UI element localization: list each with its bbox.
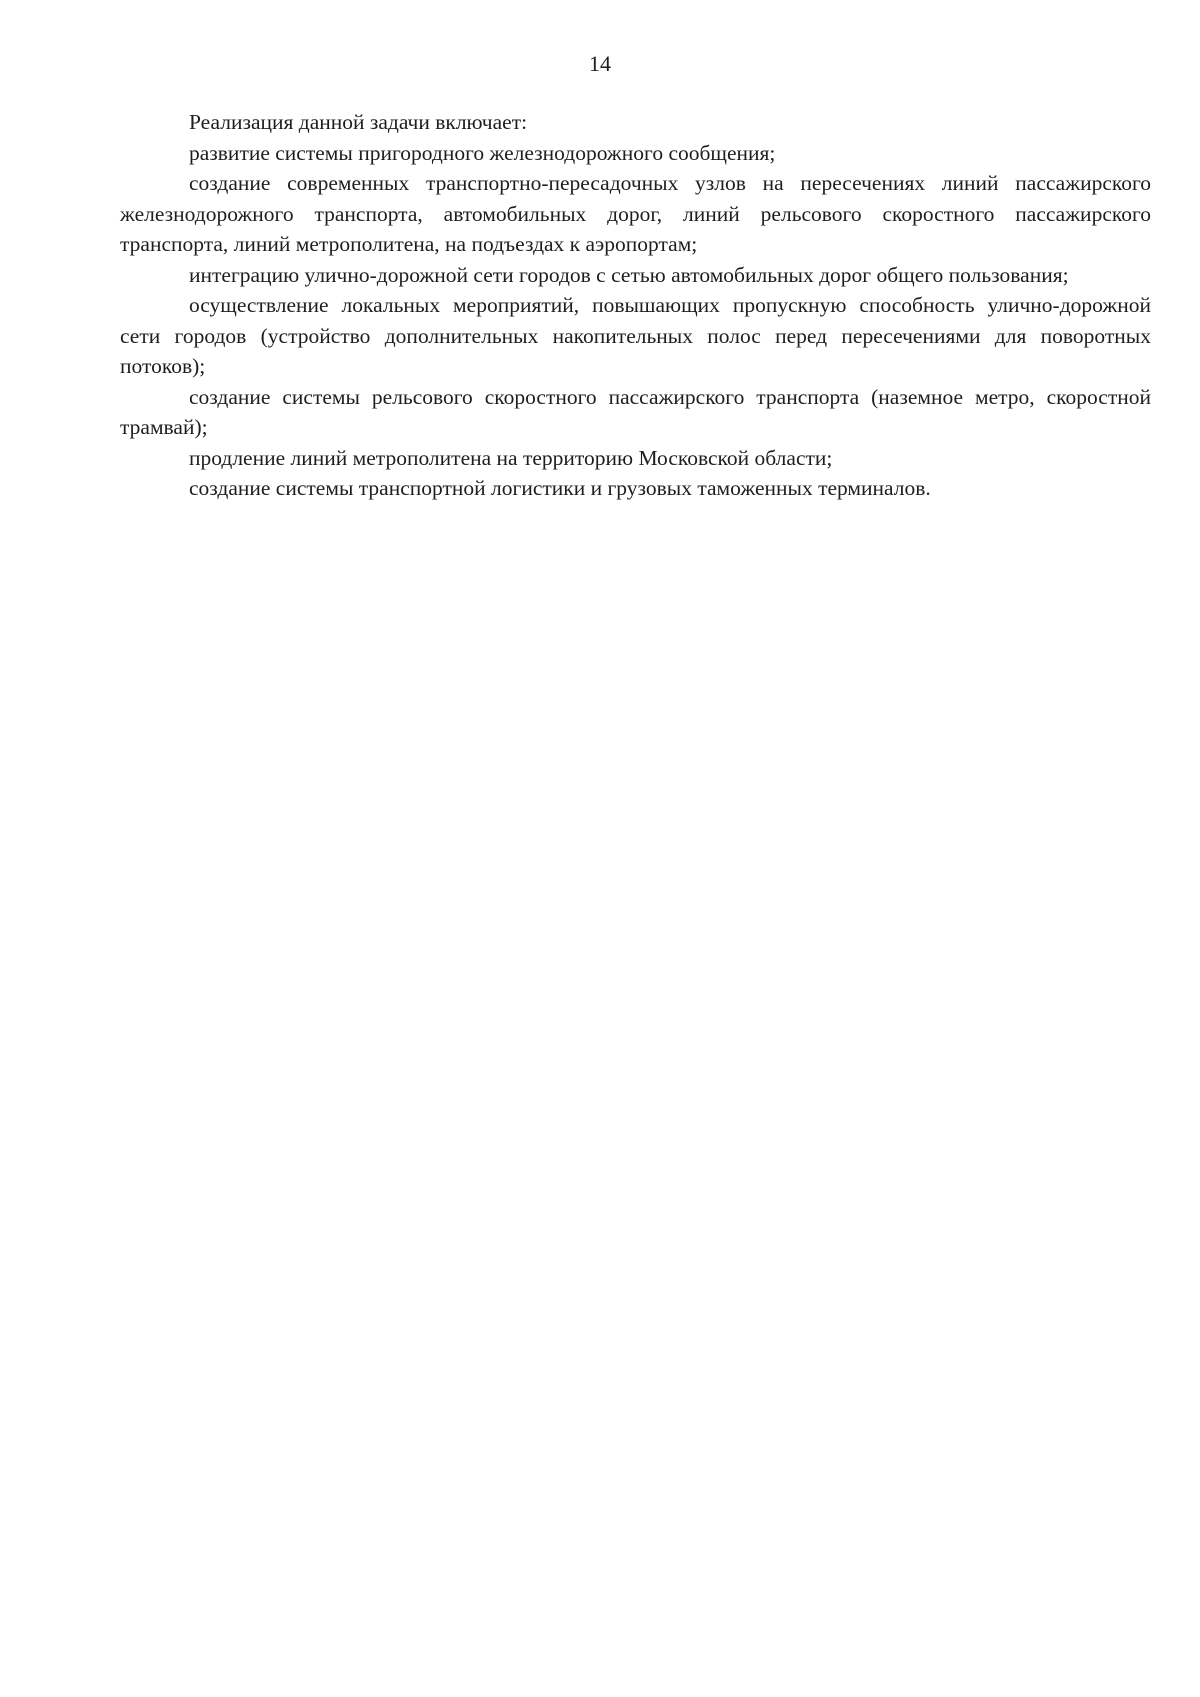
page-number: 14 [589, 51, 611, 76]
paragraph-local-measures: осуществление локальных мероприятий, повышающих пропускную способность улично-дорожной сети городов (устройство дополнительных накопительных полос перед пересечениями для поворотных потоков); [120, 293, 1151, 378]
paragraph-suburban-rail: развитие системы пригородного железнодорожного сообщения; [189, 140, 776, 165]
paragraph-intro: Реализация данной задачи включает: [189, 110, 528, 134]
paragraph-transfer-hubs: создание современных транспортно-пересадочных узлов на пересечениях линий пассажирского железнодорожного транспорта, автомобильных дорог, линий рельсового скоростного пассажирского транспорта, линий метрополитена, на подъездах к аэропортам; [120, 171, 1151, 256]
paragraph-logistics: создание системы транспортной логистики и грузовых таможенных терминалов. [189, 476, 931, 500]
document-body [120, 107, 1151, 504]
paragraph-road-integration: интеграцию улично-дорожной сети городов с сетью автомобильных дорог общего пользования; [189, 262, 1069, 287]
paragraph-rail-rapid-transit: создание системы рельсового скоростного пассажирского транспорта (наземное метро, скоростной трамвай); [120, 384, 1151, 439]
paragraph-metro-extension: продление линий метрополитена на территорию Московской области; [189, 445, 833, 470]
